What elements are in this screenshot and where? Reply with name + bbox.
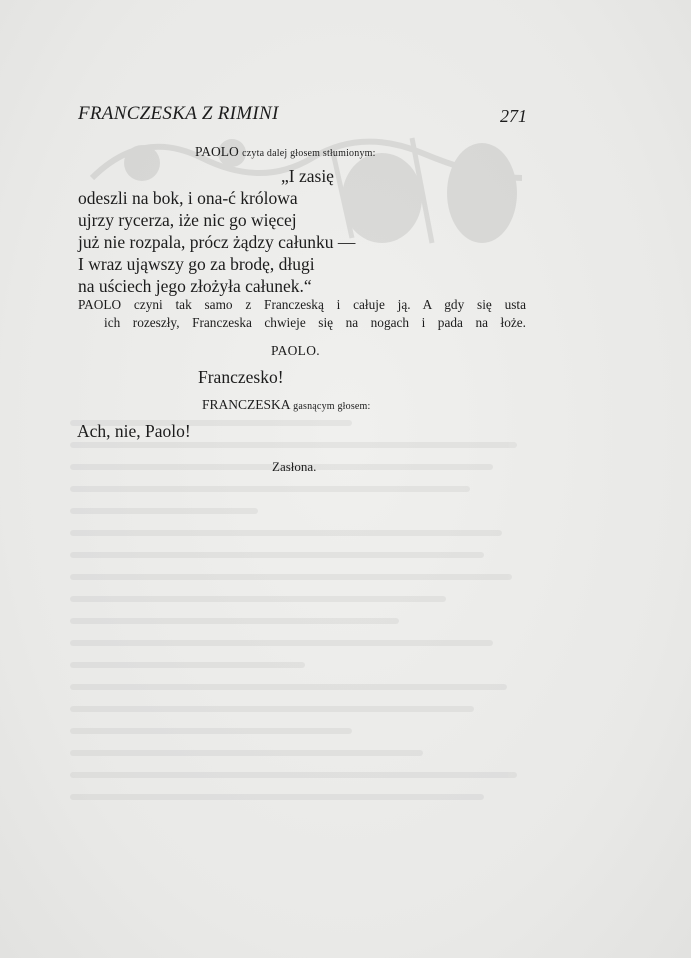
speaker-name: FRANCZESKA — [202, 397, 290, 412]
curtain-note: Zasłona. — [272, 459, 317, 474]
page-number: 271 — [500, 106, 527, 126]
direction-note: gasnącym głosem: — [293, 401, 371, 412]
stage-direction — [202, 397, 371, 413]
stage-paragraph-line: PAOLO czyni tak samo z Franczeską i całuje ją. A gdy się usta — [78, 297, 526, 312]
stage-direction — [195, 144, 376, 160]
verse-line: odeszli na bok, i ona-ć królowa — [78, 188, 298, 208]
running-title: FRANCZESKA Z RIMINI — [78, 103, 279, 124]
direction-note: czyta dalej głosem stłumionym: — [242, 148, 376, 159]
stage-paragraph-line: ich rozeszły, Franczeska chwieje się na nogach i pada na łoże. — [104, 315, 526, 330]
verse-line: na uściech jego złożyła całunek.“ — [78, 276, 312, 296]
show-through-text — [70, 420, 540, 840]
speaker-heading: PAOLO. — [271, 343, 320, 358]
verse-line: „I zasię — [281, 166, 334, 186]
verse-line: I wraz ująwszy go za brodę, długi — [78, 254, 315, 274]
verse-line: już nie rozpala, prócz żądzy całunku — — [78, 232, 356, 252]
speaker-name: PAOLO — [195, 144, 239, 159]
dialogue-line: Franczesko! — [198, 367, 284, 387]
dialogue-line: Ach, nie, Paolo! — [77, 421, 191, 441]
verse-line: ujrzy rycerza, iże nic go więcej — [78, 210, 297, 230]
